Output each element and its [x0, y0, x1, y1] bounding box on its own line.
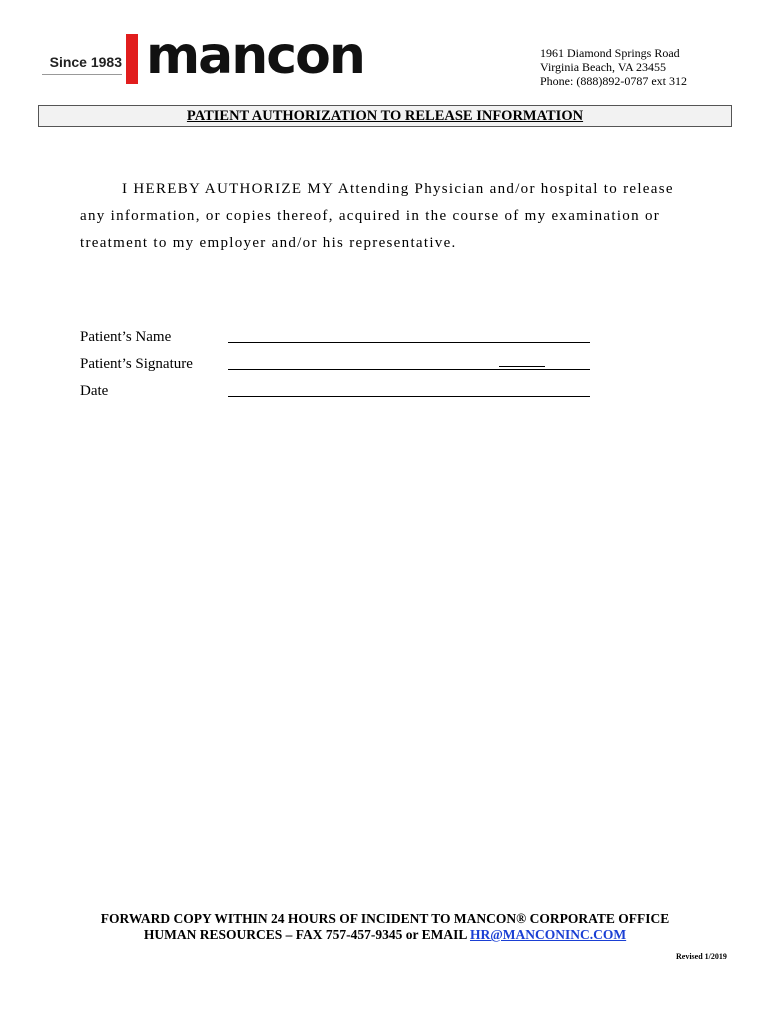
logo-red-bar: [126, 34, 138, 84]
authorization-statement: [80, 176, 700, 257]
patient-name-row: [80, 327, 600, 354]
signature-line-mark: [499, 366, 545, 367]
date-label: Date: [80, 383, 109, 399]
statement-line-1: I HEREBY AUTHORIZE MY Attending Physician and/or hospital to release: [122, 181, 674, 197]
date-row: [80, 381, 600, 408]
logo-divider: [42, 74, 122, 75]
patient-name-label: Patient’s Name: [80, 329, 172, 345]
address-phone: Phone: (888)892-0787 ext 312: [540, 74, 687, 88]
patient-signature-row: [80, 354, 600, 381]
company-address: [540, 46, 687, 88]
logo-since-text: Since 1983: [49, 54, 122, 70]
footer-line-1: FORWARD COPY WITHIN 24 HOURS OF INCIDENT TO MANCON® CORPORATE OFFICE: [100, 911, 670, 926]
footer-line-2: [0, 927, 770, 943]
revision-note: Revised 1/2019: [676, 952, 727, 961]
form-title: PATIENT AUTHORIZATION TO RELEASE INFORMATION: [186, 108, 584, 124]
statement-line-3: treatment to my employer and/or his representative.: [80, 235, 457, 251]
address-city: Virginia Beach, VA 23455: [540, 60, 666, 74]
patient-name-field[interactable]: [228, 342, 590, 343]
form-title-box: [38, 105, 732, 127]
footer-instructions: [0, 911, 770, 943]
patient-signature-field[interactable]: [228, 369, 590, 370]
footer-fax-text: HUMAN RESOURCES – FAX 757-457-9345 or EMAIL: [143, 927, 470, 942]
logo-wordmark: mancon: [146, 26, 364, 86]
company-logo: [42, 26, 372, 86]
statement-line-2: any information, or copies thereof, acquired in the course of my examination or: [80, 208, 661, 224]
date-field[interactable]: [228, 396, 590, 397]
address-street: 1961 Diamond Springs Road: [540, 46, 680, 60]
signature-fields: [80, 327, 600, 408]
patient-signature-label: Patient’s Signature: [80, 356, 193, 372]
email-link[interactable]: HR@MANCONINC.COM: [469, 927, 627, 942]
